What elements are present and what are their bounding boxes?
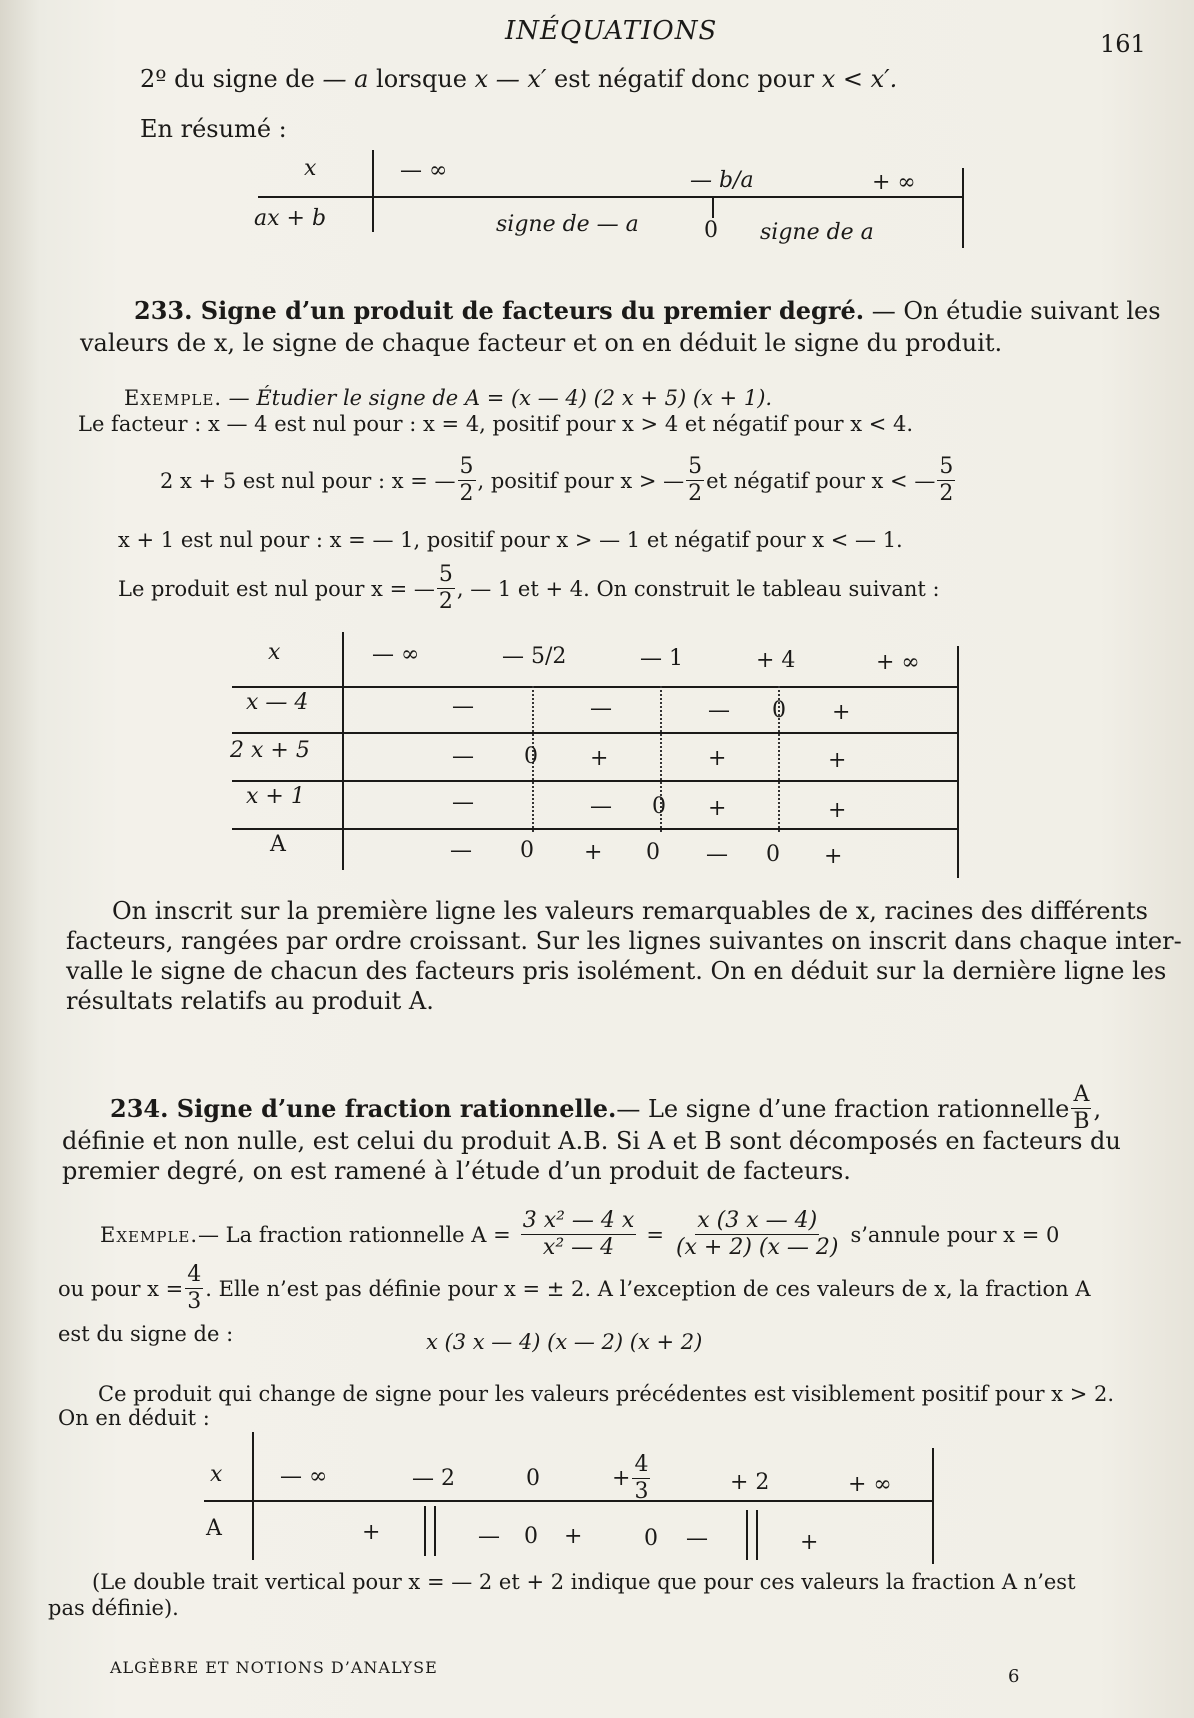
table3-right-rule	[932, 1448, 934, 1564]
table1-horizontal-rule	[258, 196, 964, 198]
table3-cell: —	[478, 1524, 500, 1549]
footer-book-title: ALGÈBRE ET NOTIONS D’ANALYSE	[110, 1658, 438, 1677]
product-zero-line: Le produit est nul pour x = — $\frac{5}{2}$ , — 1 et + 4. On construit le tableau suivant :	[118, 562, 940, 614]
section-234-line2: définie et non nulle, est celui du produit A.B. Si A et B sont décomposés en facteurs du	[62, 1127, 1121, 1155]
table2-header-minus-inf: — ∞	[372, 642, 420, 667]
table2-cell: —	[590, 696, 612, 721]
table2-header-x: x	[268, 640, 281, 665]
footer-signature: 6	[1008, 1666, 1020, 1687]
section-233-heading: 233. Signe d’un produit de facteurs du premier degré.	[134, 296, 865, 325]
section-233-line2: valeurs de x, le signe de chaque facteur et on en déduit le signe du produit.	[80, 329, 1003, 357]
table2-result-cell: +	[584, 840, 603, 865]
table3-cell: 0	[644, 1526, 658, 1551]
table2-header-plus-4: + 4	[756, 648, 796, 673]
table3-undefined-marker-right	[746, 1510, 758, 1560]
table2-row-label: x — 4	[246, 690, 309, 715]
table1-right-rule	[962, 168, 964, 248]
example-234: Exemple. — La fraction rationnelle A = $\frac{\text{3 x² — 4 x}}{\text{x² — 4}}$ = $\frac{x (3 x — 4)}{(x + 2) (x — 2)}$ s’annule pour x = 0	[100, 1208, 1060, 1260]
table2-rule-1	[232, 686, 957, 688]
table3-undefined-marker-left	[424, 1506, 436, 1556]
table2-row-label: x + 1	[246, 784, 305, 809]
page-number: 161	[1100, 30, 1146, 58]
table1-root: — b/a	[690, 168, 754, 193]
sign-of-label: est du signe de :	[58, 1322, 234, 1346]
section-234-line3: premier degré, on est ramené à l’étude d’un produit de facteurs.	[62, 1157, 851, 1185]
table3-cell: +	[800, 1530, 819, 1555]
table2-result-cell: —	[450, 838, 472, 863]
positivity-line: Ce produit qui change de signe pour les valeurs précédentes est visiblement positif pour x > 2.	[98, 1382, 1115, 1406]
table1-row2-label: ax + b	[254, 206, 327, 231]
table2-cell: +	[832, 700, 851, 725]
table2-cell: —	[452, 744, 474, 769]
section-233-line1: 233. Signe d’un produit de facteurs du premier degré. — On étudie suivant les	[134, 296, 1161, 325]
table2-rule-3	[232, 780, 957, 782]
table3-horizontal-rule	[204, 1500, 934, 1502]
table2-cell: —	[590, 794, 612, 819]
table2-cell: 0	[652, 794, 666, 819]
table1-right-sign: signe de a	[760, 220, 874, 245]
intro-line: 2º du signe de — a lorsque x — x′ est négatif donc pour x < x′.	[140, 65, 898, 93]
table1-left-sign: signe de — a	[496, 212, 639, 237]
table2-result-cell: 0	[766, 842, 780, 867]
summary-label: En résumé :	[140, 115, 287, 143]
table2-cell: —	[708, 698, 730, 723]
table1-row1-label: x	[304, 156, 317, 181]
table1-zero: 0	[704, 218, 718, 243]
section-234-heading: 234. Signe d’une fraction rationnelle.	[110, 1093, 617, 1123]
explanation-line-2: facteurs, rangées par ordre croissant. Sur les lignes suivantes on inscrit dans chaque inter-	[66, 927, 1182, 955]
table2-result-cell: —	[706, 842, 728, 867]
table3-cell: 0	[524, 1524, 538, 1549]
table3-cell: +	[362, 1520, 381, 1545]
table2-header-minus-5-2: — 5/2	[502, 644, 567, 669]
table2-label-rule	[342, 632, 344, 870]
table3-row2-label: A	[206, 1516, 222, 1541]
example-234-line2: ou pour x = $\frac{4}{3}$ . Elle n’est pas définie pour x = ± 2. A l’exception de ces valeurs de x, la fraction A	[58, 1262, 1091, 1314]
example-233: Exemple. — Étudier le signe de A = (x — 4) (2 x + 5) (x + 1).	[124, 386, 773, 410]
explanation-line-4: résultats relatifs au produit A.	[66, 987, 434, 1015]
table2-row-label-A: A	[270, 832, 286, 857]
sign-product: x (3 x — 4) (x — 2) (x + 2)	[426, 1330, 703, 1354]
table1-root-tick	[712, 196, 714, 218]
table3-header-plus-2: + 2	[730, 1470, 770, 1495]
table2-result-cell: 0	[646, 840, 660, 865]
table3-header-plus-inf: + ∞	[848, 1472, 892, 1497]
table3-header-zero: 0	[526, 1466, 540, 1491]
table3-header-minus-2: — 2	[412, 1466, 455, 1491]
table2-header-plus-inf: + ∞	[876, 650, 920, 675]
table2-cell: +	[708, 746, 727, 771]
table2-row-label: 2 x + 5	[230, 738, 310, 763]
table2-cell: +	[590, 746, 609, 771]
note-line-2: pas définie).	[48, 1596, 179, 1620]
table1-plus-infinity: + ∞	[872, 170, 916, 195]
table2-cell: +	[708, 796, 727, 821]
table2-cell: —	[452, 790, 474, 815]
table3-row1-label: x	[210, 1462, 223, 1487]
deduce-label: On en déduit :	[58, 1406, 210, 1430]
table1-minus-infinity: — ∞	[400, 158, 448, 183]
table3-header-minus-inf: — ∞	[280, 1464, 328, 1489]
table3-label-rule	[252, 1432, 254, 1560]
factor-1-line: Le facteur : x — 4 est nul pour : x = 4, positif pour x > 4 et négatif pour x < 4.	[78, 412, 914, 436]
table3-cell: —	[686, 1526, 708, 1551]
table2-cell: 0	[524, 744, 538, 769]
note-line-1: (Le double trait vertical pour x = — 2 et + 2 indique que pour ces valeurs la fraction A n’est	[92, 1570, 1076, 1594]
table2-cell: 0	[772, 698, 786, 723]
explanation-line-3: valle le signe de chacun des facteurs pris isolément. On en déduit sur la dernière ligne les	[66, 957, 1167, 985]
table3-cell: +	[564, 1524, 583, 1549]
table2-right-rule	[957, 646, 959, 878]
table2-cell: +	[828, 798, 847, 823]
table1-vertical-rule	[372, 150, 374, 232]
table2-header-minus-1: — 1	[640, 646, 683, 671]
table2-result-cell: 0	[520, 838, 534, 863]
factor-2-line: 2 x + 5 est nul pour : x = — $\frac{5}{2}$ , positif pour x > — $\frac{5}{2}$ et négatif pour x < — $\frac{5}{2}$	[160, 454, 954, 506]
factor-3-line: x + 1 est nul pour : x = — 1, positif pour x > — 1 et négatif pour x < — 1.	[118, 528, 903, 552]
table2-rule-2	[232, 732, 957, 734]
explanation-line-1: On inscrit sur la première ligne les valeurs remarquables de x, racines des différents	[112, 897, 1148, 925]
table2-cell: —	[452, 694, 474, 719]
table2-cell: +	[828, 748, 847, 773]
table3-header-four-thirds: + $\frac{4}{3}$	[612, 1452, 649, 1504]
table2-result-cell: +	[824, 844, 843, 869]
running-title: INÉQUATIONS	[505, 16, 718, 46]
section-234-line1: 234. Signe d’une fraction rationnelle. — Le signe d’une fraction rationnelle $\frac{A}{B}$ ,	[110, 1082, 1102, 1134]
table2-rule-4	[232, 828, 957, 830]
